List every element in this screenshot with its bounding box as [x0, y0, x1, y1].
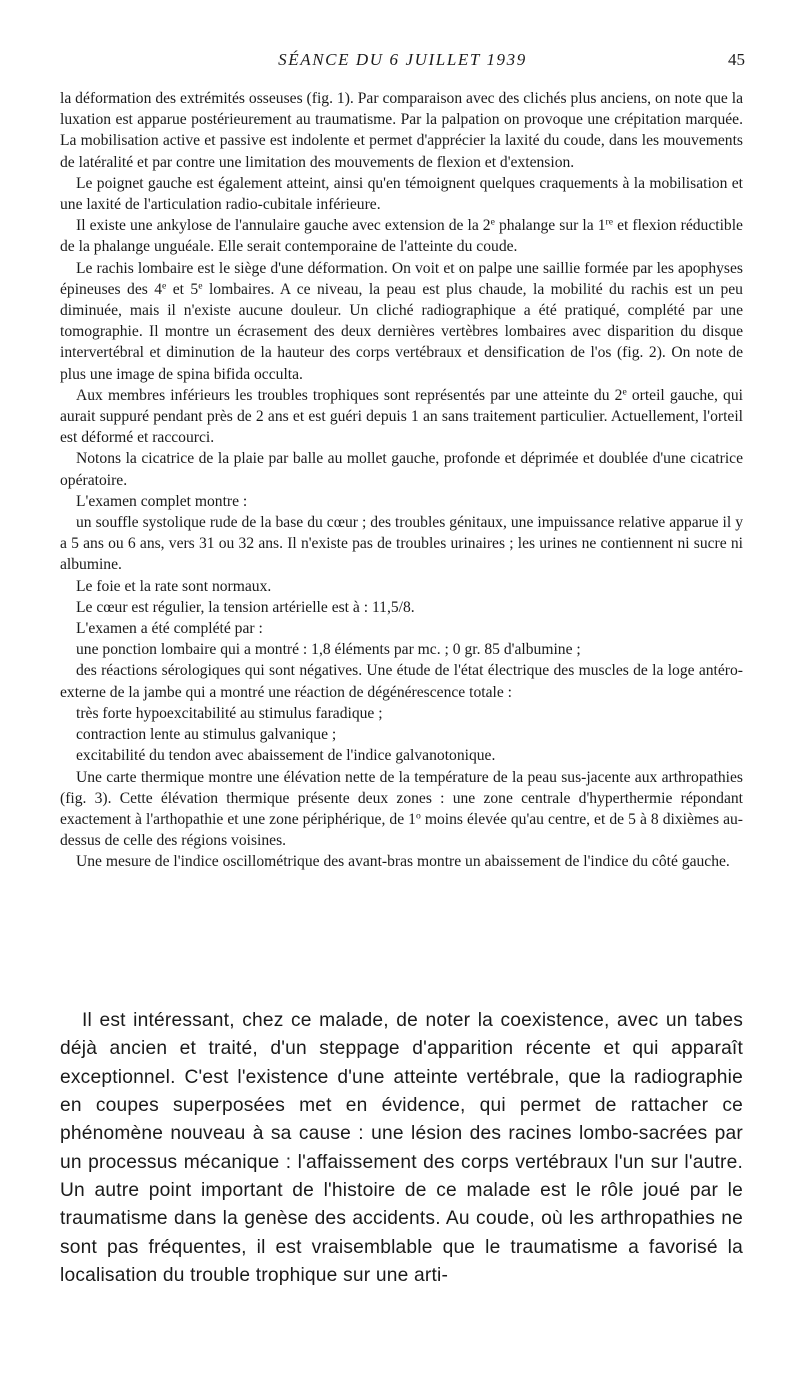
text-segment: Le rachis lombaire est le siège d'une déformation. On voit et on palpe une saillie formée par les apophyses épineuses des 4	[60, 259, 743, 298]
text-segment: Il existe une ankylose de l'annulaire gauche avec extension de la 2	[76, 217, 491, 235]
superscript: e	[198, 280, 203, 292]
text-segment: lombaires. A ce niveau, la peau est plus chaude, la mobilité du rachis est un peu diminuée, mais il n'existe aucune douleur. Un cliché radiographique a été pratiqué, complété par une tomographie. Il montre un écrasement des deux dernières vertèbres lombaires avec disparition du disque intervertébral et diminution de la hauteur des corps vertébraux et densification de l'os (fig. 2). On note de plus une image de spina bifida occulta.	[60, 280, 743, 383]
superscript: e	[490, 216, 495, 228]
running-title: SÉANCE DU 6 JUILLET 1939	[278, 50, 527, 69]
superscript: o	[415, 810, 421, 822]
superscript: e	[622, 386, 627, 398]
list-item-galvanic: contraction lente au stimulus galvanique ;	[76, 726, 337, 744]
paragraph-exam-findings: un souffle systolique rude de la base du cœur ; des troubles génitaux, une impuissance relative apparue il y a 5 ans ou 6 ans, vers 31 ou 32 ans. Il n'existe pas de troubles urinaires ; les urines ne contiennent ni sucre ni albumine.	[60, 514, 743, 574]
text-segment: et 5	[166, 280, 199, 298]
superscript: re	[605, 216, 614, 228]
paragraph-lower-limbs	[60, 385, 743, 449]
paragraph-discussion: Il est intéressant, chez ce malade, de noter la coexistence, avec un tabes déjà ancien et traité, d'un steppage d'apparition récente et qui apparaît exceptionnel. C'est l'existence d'une atteinte vertébrale, que la radiographie en coupes superposées met en évidence, qui permet de rattacher ce phénomène nouveau à sa cause : une lésion des racines lombo-sacrées par un processus mécanique : l'affaissement des corps vertébraux l'un sur l'autre. Un autre point important de l'histoire de ce malade est le rôle joué par le traumatisme dans la genèse des accidents. Au coude, où les arthropathies ne sont pas fréquentes, il est vraisemblable que le traumatisme a favorisé la localisation du trouble trophique sur une arti-	[60, 1010, 743, 1287]
superscript: e	[162, 280, 167, 292]
paragraph-wrist: Le poignet gauche est également atteint, ainsi qu'en témoignent quelques craquements à la mobilisation et une laxité de l'articulation radio-cubitale inférieure.	[60, 174, 743, 214]
page-number: 45	[728, 50, 745, 69]
list-item-serology: des réactions sérologiques qui sont négatives. Une étude de l'état électrique des muscles de la loge antéro-externe de la jambe qui a montré une réaction de dégénérescence totale :	[60, 662, 743, 701]
text-segment: moins élevée qu'au centre, et de 5 à 8 dixièmes au-dessus de celle des régions voisines.	[60, 810, 744, 850]
paragraph-exam-intro: L'examen complet montre :	[76, 492, 248, 510]
text-segment: et flexion réductible de la phalange unguéale. Elle serait contemporaine de l'atteinte du coude.	[60, 217, 743, 256]
paragraph-liver-spleen: Le foie et la rate sont normaux.	[76, 577, 272, 595]
text-segment: phalange sur la 1	[494, 217, 606, 235]
list-item-lumbar-puncture: une ponction lombaire qui a montré : 1,8 éléments par mc. ; 0 gr. 85 d'albumine ;	[76, 641, 581, 659]
paragraph-elbow-deformation: la déformation des extrémités osseuses (fig. 1). Par comparaison avec des clichés plus anciens, on note que la luxation est apparue postérieurement au traumatisme. Par la palpation on provoque une crépitation marquée. La mobilisation active et passive est indolente et permet d'apprécier la laxité du coude, dans les mouvements de latéralité et par contre une limitation des mouvements de flexion et d'extension.	[60, 90, 743, 171]
case-report-body	[60, 88, 743, 873]
paragraph-ring-finger	[60, 215, 743, 257]
text-segment: Une carte thermique montre une élévation nette de la température de la peau sus-jacente aux arthropathies (fig. 3). Cette élévation thermique présente deux zones : une zone centrale d'hyperthermie répondant exactement à l'arthopathie et une zone périphérique, de 1	[60, 768, 743, 828]
list-item-tendon: excitabilité du tendon avec abaissement de l'indice galvanotonique.	[76, 747, 496, 765]
discussion-section	[60, 1007, 743, 1290]
page-header	[60, 50, 745, 74]
paragraph-lumbar-spine	[60, 258, 743, 385]
text-segment: Aux membres inférieurs les troubles trophiques sont représentés par une atteinte du 2	[76, 386, 623, 404]
list-item-faradic: très forte hypoexcitabilité au stimulus faradique ;	[76, 704, 383, 722]
text-segment: orteil gauche, qui aurait suppuré pendant près de 2 ans et est guéri depuis 1 an sans traitement particulier. Actuellement, l'orteil est déformé et raccourci.	[60, 386, 743, 447]
paragraph-additional-exam: L'examen a été complété par :	[76, 620, 263, 638]
paragraph-heart: Le cœur est régulier, la tension artérielle est à : 11,5/8.	[76, 598, 415, 616]
paragraph-scar: Notons la cicatrice de la plaie par balle au mollet gauche, profonde et déprimée et doublée d'une cicatrice opératoire.	[60, 450, 743, 489]
paragraph-oscillometric: Une mesure de l'indice oscillométrique des avant-bras montre un abaissement de l'indice du côté gauche.	[76, 853, 730, 871]
paragraph-thermal-map	[60, 767, 743, 852]
